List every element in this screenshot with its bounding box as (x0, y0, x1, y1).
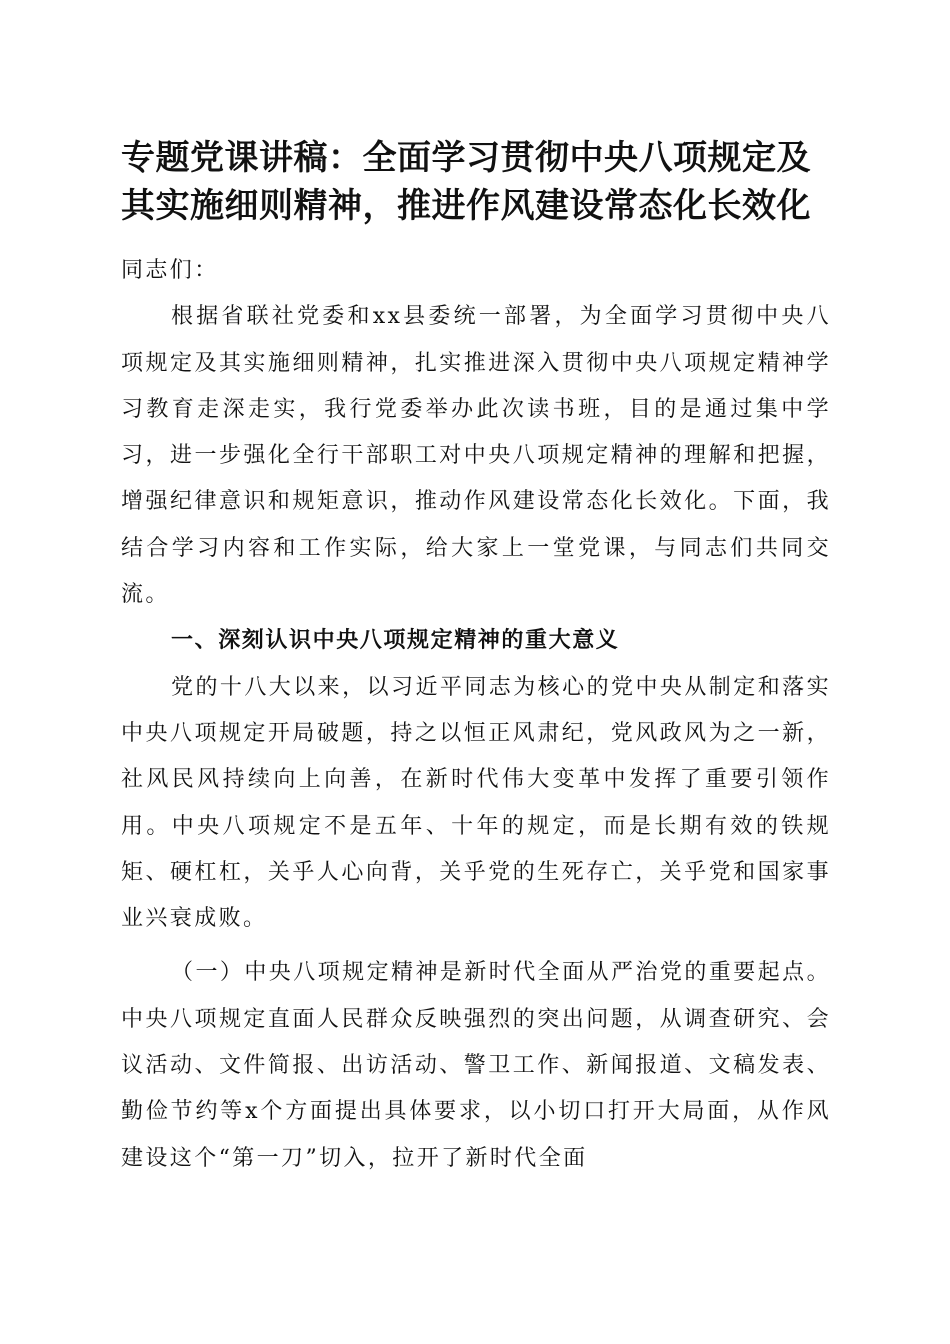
document-title: 专题党课讲稿：全面学习贯彻中央八项规定及其实施细则精神，推进作风建设常态化长效化 (121, 138, 811, 226)
section-heading-1: 一、深刻认识中央八项规定精神的重大意义 (171, 628, 620, 654)
paragraph-spacer (121, 942, 831, 950)
document-body (121, 248, 831, 1182)
paragraph-intro: 根据省联社党委和xx县委统一部署，为全面学习贯彻中央八项规定及其实施细则精神，扎实推进深入贯彻中央八项规定精神学习教育走深走实，我行党委举办此次读书班，目的是通过集中学习，进一步强化全行干部职工对中央八项规定精神的理解和把握，增强纪律意识和规矩意识，推动作风建设常态化长效化。下面，我结合学习内容和工作实际，给大家上一堂党课，与同志们共同交流。 (121, 304, 831, 608)
salutation: 同志们： (121, 258, 219, 283)
paragraph-significance: 党的十八大以来，以习近平同志为核心的党中央从制定和落实中央八项规定开局破题，持之以恒正风肃纪，党风政风为之一新，社风民风持续向上向善，在新时代伟大变革中发挥了重要引领作用。中央八项规定不是五年、十年的规定，而是长期有效的铁规矩、硬杠杠，关乎人心向背，关乎党的生死存亡，关乎党和国家事业兴衰成败。 (121, 674, 831, 932)
paragraph-subsection-1: （一）中央八项规定精神是新时代全面从严治党的重要起点。中央八项规定直面人民群众反映强烈的突出问题，从调查研究、会议活动、文件简报、出访活动、警卫工作、新闻报道、文稿发表、勤俭节约等x个方面提出具体要求，以小切口打开大局面，从作风建设这个“第一刀”切入，拉开了新时代全面 (121, 960, 831, 1171)
